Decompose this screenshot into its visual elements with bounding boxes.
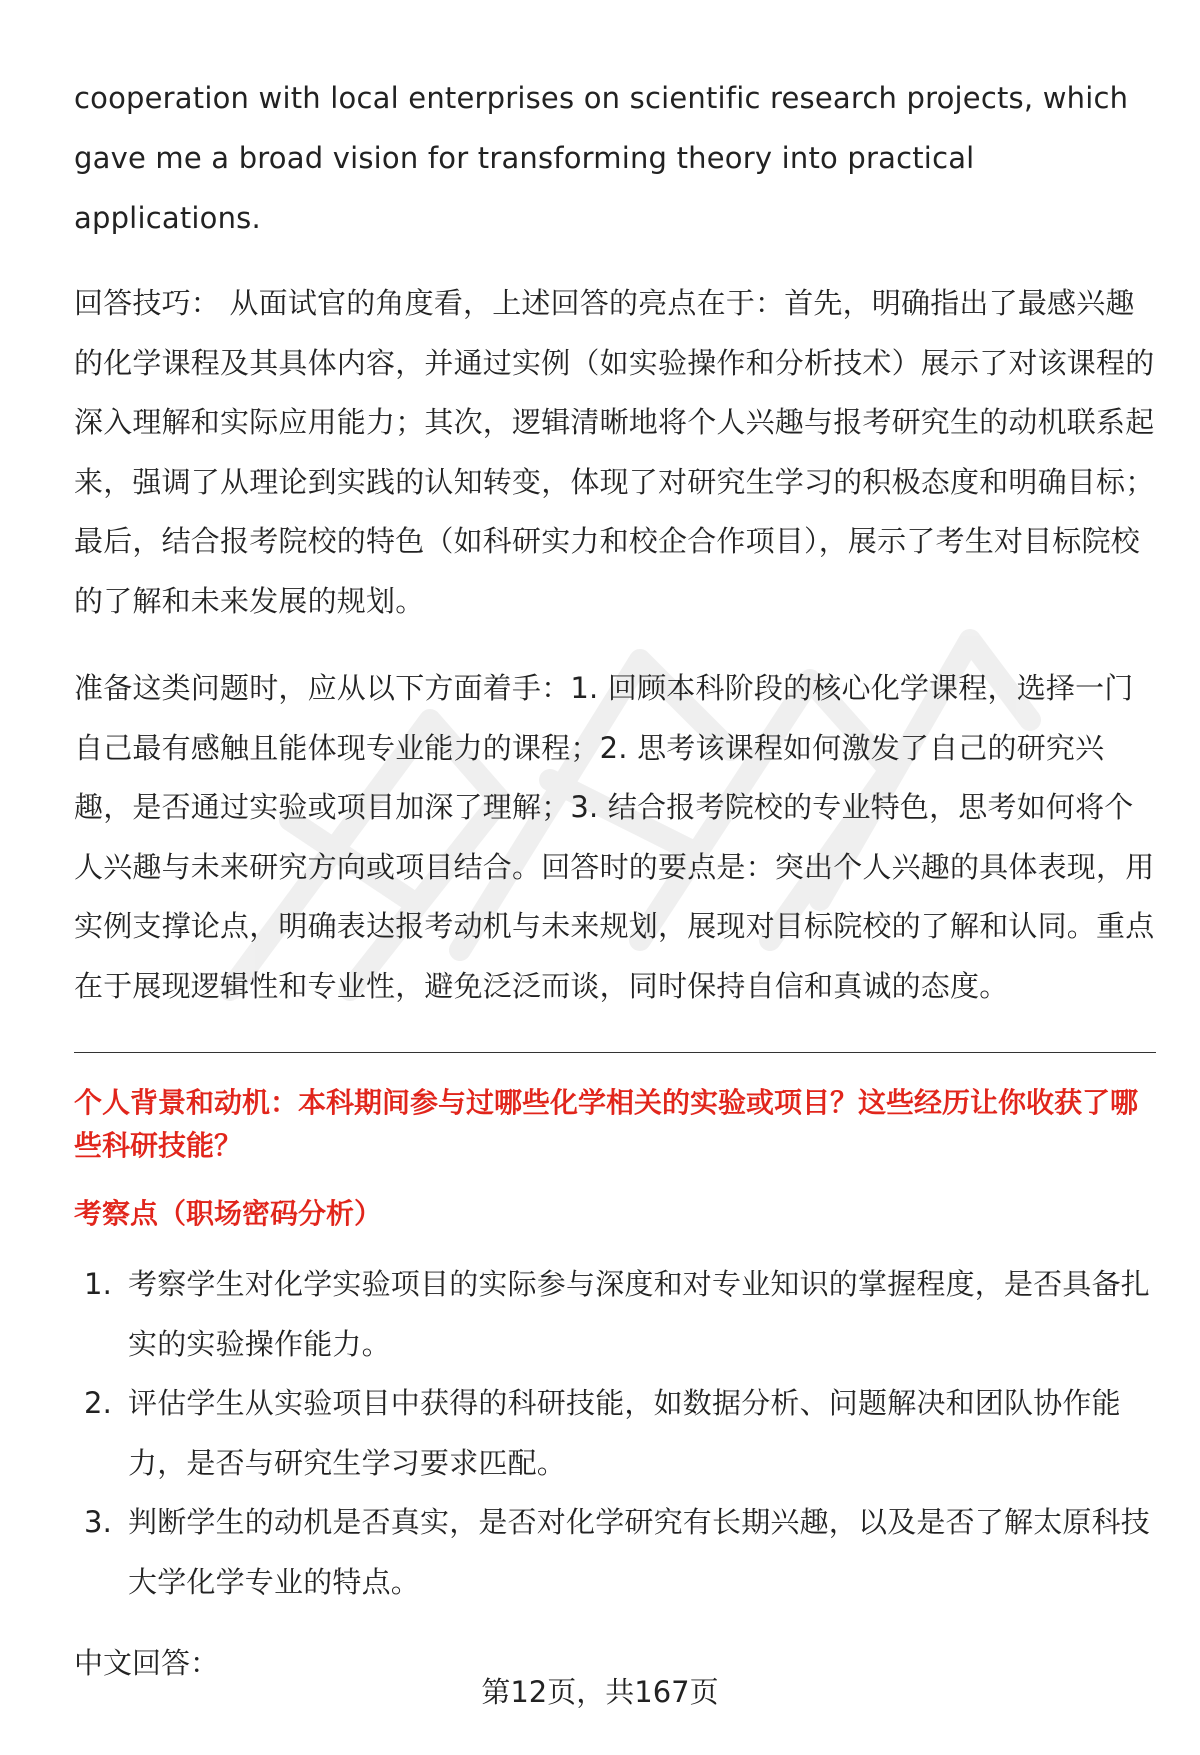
answer-label: 中文回答： (74, 1646, 220, 1680)
focus-heading: 考察点（职场密码分析） (74, 1197, 383, 1230)
list-item (74, 1255, 1156, 1374)
document-page (74, 68, 1156, 1694)
page-number-footer: 第12页，共167页 (481, 1675, 719, 1709)
list-item-text: 判断学生的动机是否真实，是否对化学研究有长期兴趣，以及是否了解太原科技大学化学专业的特点。 (128, 1505, 1151, 1599)
focus-list (74, 1255, 1156, 1612)
preparation-paragraph: 准备这类问题时，应从以下方面着手：1. 回顾本科阶段的核心化学课程，选择一门自己最有感触且能体现专业能力的课程；2. 思考该课程如何激发了自己的研究兴趣，是否通过实验或项目加深了理解；3. 结合报考院校的专业特色，思考如何将个人兴趣与未来研究方向或项目结合。回答时的要点是：突出个人兴趣的具体表现，用实例支撑论点，明确表达报考动机与未来规划，展现对目标院校的了解和认同。重点在于展现逻辑性和专业性，避免泛泛而谈，同时保持自信和真诚的态度。 (74, 671, 1155, 1003)
intro-english-paragraph: cooperation with local enterprises on scientific research projects, which gave me a broad vision for transforming theory into practical applications. (74, 81, 1129, 235)
list-item-number: 3. (84, 1505, 113, 1539)
list-item-number: 1. (84, 1267, 113, 1301)
list-item (74, 1374, 1156, 1493)
list-item (74, 1493, 1156, 1612)
question-heading: 个人背景和动机：本科期间参与过哪些化学相关的实验或项目？这些经历让你收获了哪些科研技能？ (74, 1086, 1139, 1162)
tips-paragraph: 回答技巧： 从面试官的角度看，上述回答的亮点在于：首先，明确指出了最感兴趣的化学课程及其具体内容，并通过实例（如实验操作和分析技术）展示了对该课程的深入理解和实际应用能力；其次，逻辑清晰地将个人兴趣与报考研究生的动机联系起来，强调了从理论到实践的认知转变，体现了对研究生学习的积极态度和明确目标；最后，结合报考院校的特色（如科研实力和校企合作项目），展示了考生对目标院校的了解和未来发展的规划。 (74, 286, 1155, 618)
section-divider (74, 1052, 1156, 1053)
list-item-text: 考察学生对化学实验项目的实际参与深度和对专业知识的掌握程度，是否具备扎实的实验操作能力。 (128, 1267, 1151, 1361)
list-item-text: 评估学生从实验项目中获得的科研技能，如数据分析、问题解决和团队协作能力，是否与研究生学习要求匹配。 (128, 1386, 1121, 1480)
list-item-number: 2. (84, 1386, 113, 1420)
